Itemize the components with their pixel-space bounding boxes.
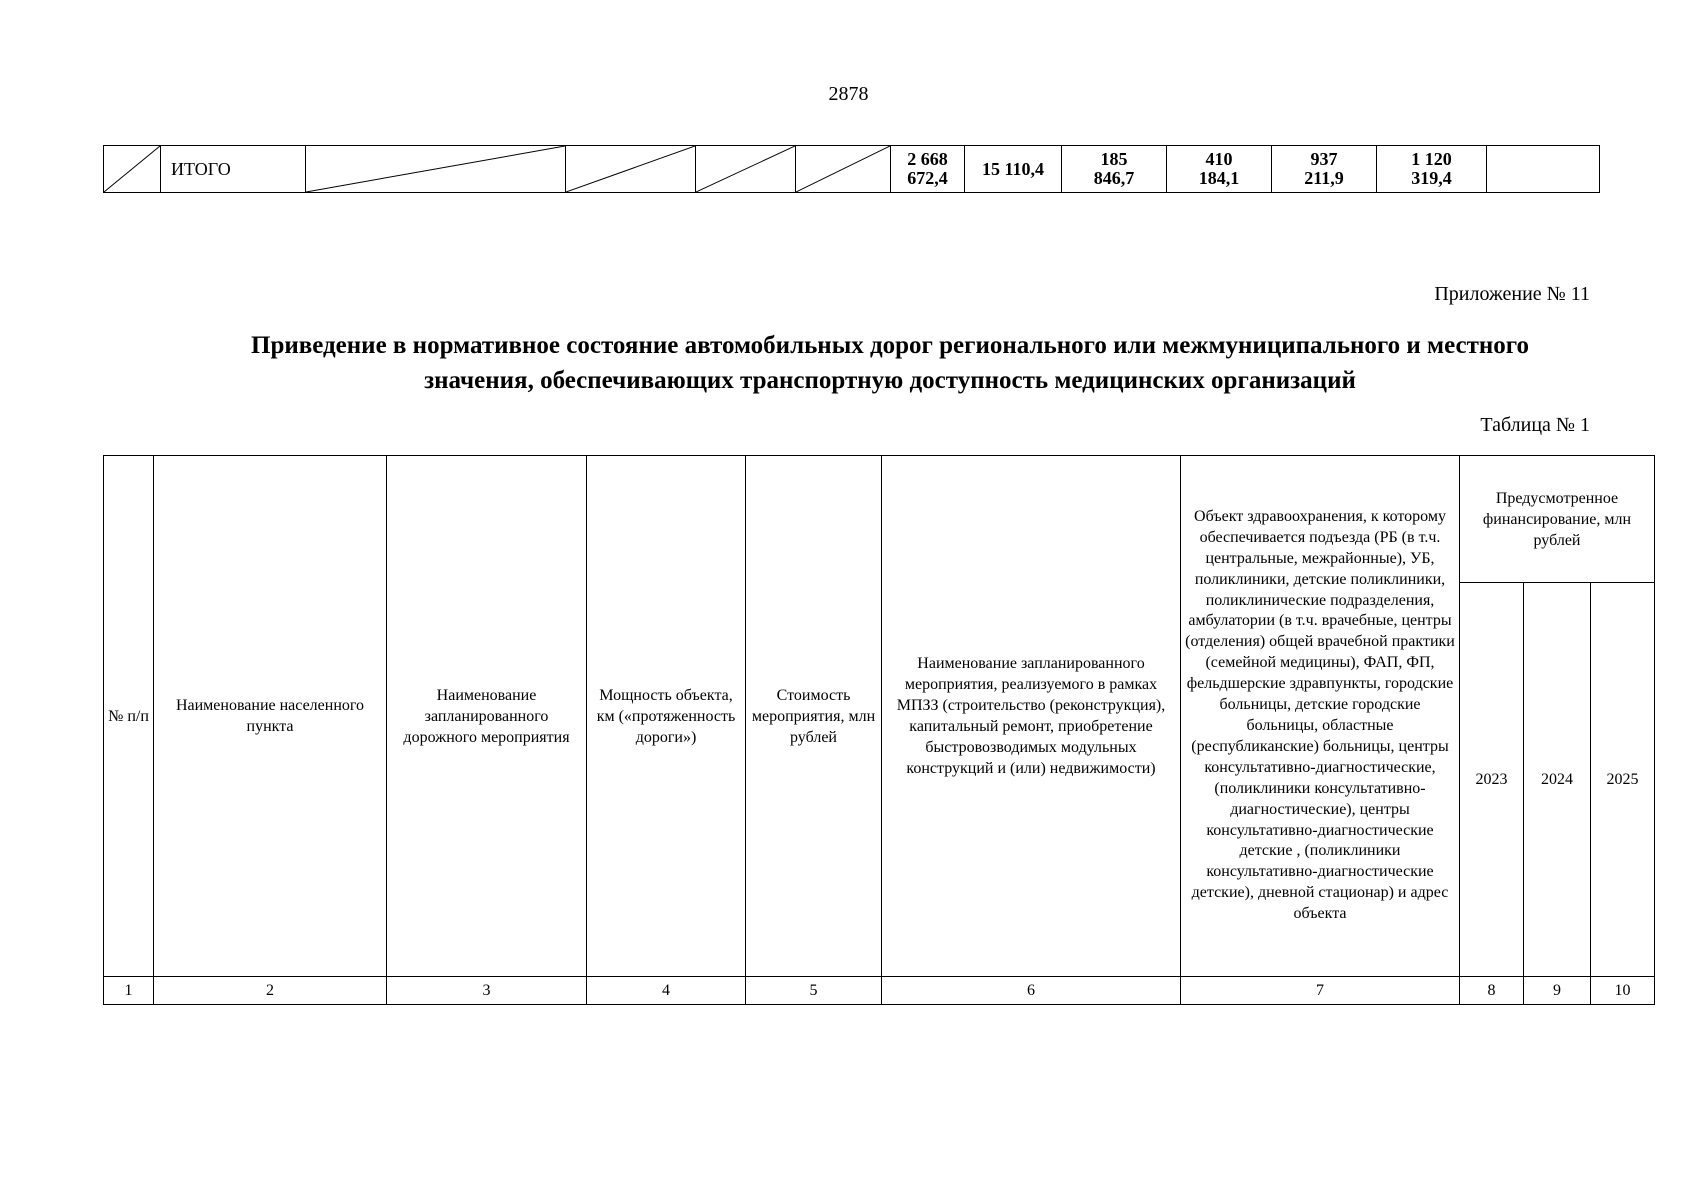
total-value: 937 211,9 [1272, 146, 1377, 193]
appendix-label: Приложение № 11 [1434, 283, 1590, 305]
column-number: 2 [154, 977, 387, 1005]
header-row [104, 456, 1655, 583]
table-label: Таблица № 1 [1480, 414, 1590, 436]
column-number: 9 [1524, 977, 1591, 1005]
column-number: 6 [882, 977, 1181, 1005]
main-table [103, 455, 1655, 1005]
empty-cell [1487, 146, 1600, 193]
total-value: 1 120 319,4 [1377, 146, 1487, 193]
column-number: 1 [104, 977, 154, 1005]
total-value: 15 110,4 [965, 146, 1062, 193]
header-road-event: Наименование запланированного дорожного мероприятия [387, 456, 587, 977]
total-row-table [103, 145, 1600, 193]
header-year: 2024 [1524, 583, 1591, 977]
header-financing: Предусмотренное финансирование, млн рублей [1460, 456, 1655, 583]
column-number: 8 [1460, 977, 1524, 1005]
total-value: 2 668 672,4 [891, 146, 965, 193]
diagonal-cell [306, 146, 566, 193]
column-number: 4 [587, 977, 746, 1005]
header-year: 2025 [1591, 583, 1655, 977]
header-settlement: Наименование населенного пункта [154, 456, 387, 977]
diagonal-cell [566, 146, 696, 193]
header-capacity: Мощность объекта, км («протяженность дороги») [587, 456, 746, 977]
column-number: 10 [1591, 977, 1655, 1005]
total-label: ИТОГО [161, 146, 306, 193]
title-line: Приведение в нормативное состояние автомобильных дорог регионального или межмуниципального и местного [251, 332, 1529, 359]
header-cost: Стоимость мероприятия, млн рублей [746, 456, 882, 977]
column-number: 5 [746, 977, 882, 1005]
diagonal-cell [796, 146, 891, 193]
column-number: 3 [387, 977, 587, 1005]
header-mpzz-event: Наименование запланированного мероприятия, реализуемого в рамках МПЗЗ (строительство (реконструкция), капитальный ремонт, приобретение быстровозводимых модульных конструкций и (или) недвижимости) [882, 456, 1181, 977]
title-line: значения, обеспечивающих транспортную доступность медицинских организаций [424, 367, 1356, 394]
total-value: 410 184,1 [1167, 146, 1272, 193]
document-title [120, 328, 1660, 398]
column-numbers-row [104, 977, 1655, 1005]
header-number: № п/п [104, 456, 154, 977]
column-number: 7 [1181, 977, 1460, 1005]
total-value: 185 846,7 [1062, 146, 1167, 193]
page-number: 2878 [828, 83, 869, 105]
total-row [104, 146, 1600, 193]
header-health-facility: Объект здравоохранения, к которому обеспечивается подъезда (РБ (в т.ч. центральные, межрайонные), УБ, поликлиники, детские поликлиники, поликлинические подразделения, амбулатории (в т.ч. врачебные, центры (отделения) общей врачебной практики (семейной медицины), ФАП, ФП, фельдшерские здравпункты, городские больницы, детские городские больницы, областные (республиканские) больницы, центры консультативно-диагностические, (поликлиники консультативно-диагностические), центры консультативно-диагностические детские , (поликлиники консультативно-диагностические детские), дневной стационар) и адрес объекта [1181, 456, 1460, 977]
diagonal-cell [104, 146, 161, 193]
diagonal-cell [696, 146, 796, 193]
header-year: 2023 [1460, 583, 1524, 977]
